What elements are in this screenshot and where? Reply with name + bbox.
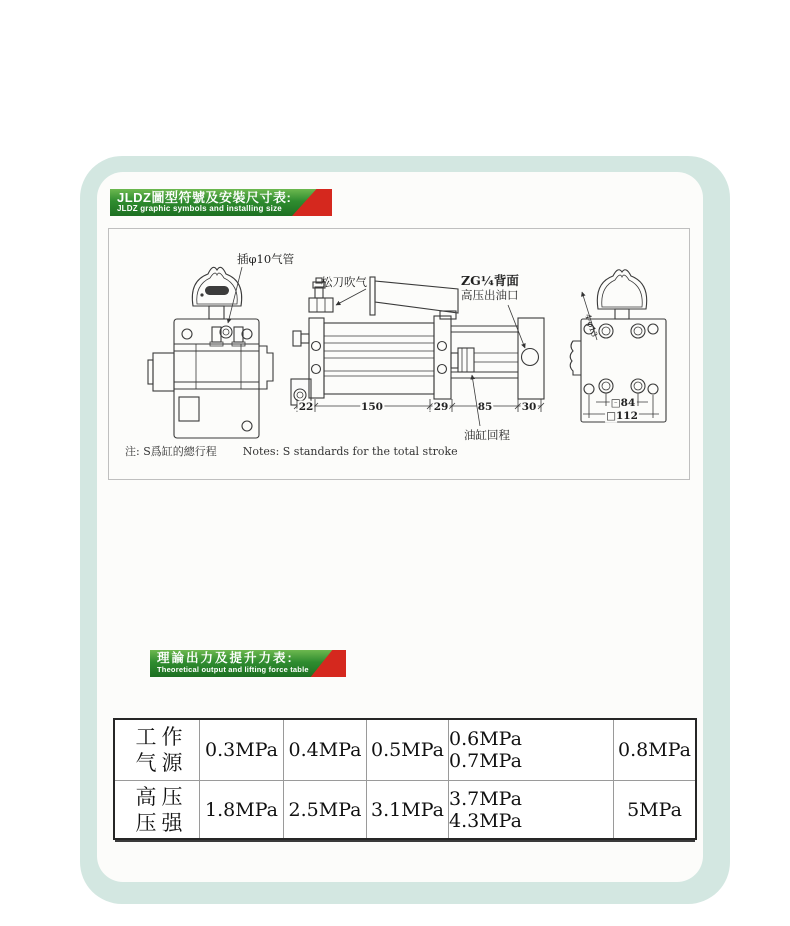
section-banner-force-table	[150, 650, 346, 677]
dim-square-84: □84	[610, 397, 636, 409]
table-cell: 0.3MPa	[199, 720, 283, 780]
dim-85: 85	[477, 401, 493, 413]
banner-force-subtitle: Theoretical output and lifting force table	[157, 665, 309, 674]
section-banner-symbols	[110, 189, 332, 216]
dim-22: 22	[298, 401, 314, 413]
table-cell: 0.4MPa	[283, 720, 366, 780]
label-blow-air: 松刀吹气	[321, 275, 367, 289]
label-air-tube: 插φ10气管	[237, 252, 295, 266]
dim-30: 30	[521, 401, 537, 413]
banner-symbols-subtitle: JLDZ graphic symbols and installing size	[117, 204, 282, 213]
table-cell: 1.8MPa	[199, 780, 283, 838]
dim-holes: 4-φ13	[583, 312, 599, 339]
blow-air-valve	[309, 298, 333, 312]
high-pressure-oil-port	[522, 349, 539, 366]
label-oil-return: 油缸回程	[464, 428, 510, 442]
row-header-line: 工作	[135, 725, 188, 749]
row-header-working-air	[115, 720, 199, 780]
dim-29: 29	[433, 401, 449, 413]
stroke-note-en: Notes: S standards for the total stroke	[242, 445, 458, 458]
dimension-row	[294, 313, 638, 422]
table-cell: 0.8MPa	[613, 720, 695, 780]
stroke-note-cn: 注: S爲缸的總行程	[125, 445, 217, 458]
callouts	[228, 252, 525, 442]
banner-force-title: 理論出力及提升力表:	[157, 651, 294, 665]
row-header-high-pressure	[115, 780, 199, 838]
air-tube-port	[220, 326, 232, 338]
label-zg-port-line1: ZG¼背面	[461, 273, 519, 288]
row-header-line: 气源	[135, 751, 188, 775]
row-header-line: 高压	[135, 784, 188, 809]
table-cell-merged: 3.7MPa 4.3MPa	[448, 780, 613, 838]
handle-brand-label	[205, 286, 229, 295]
banner-symbols-title: JLDZ圖型符號及安裝尺寸表:	[117, 190, 292, 205]
dim-square-112: □112	[606, 410, 638, 422]
knife-wedge	[375, 281, 458, 313]
drawing-frame	[108, 228, 690, 480]
rod-coupling	[458, 348, 474, 372]
table-cell: 0.5MPa	[366, 720, 448, 780]
table-cell: 2.5MPa	[283, 780, 366, 838]
label-zg-port-line2: 高压出油口	[461, 288, 519, 302]
stroke-note	[125, 443, 458, 459]
dim-150: 150	[361, 401, 383, 413]
pressure-table	[113, 718, 697, 840]
table-cell: 3.1MPa	[366, 780, 448, 838]
table-cell-merged: 0.6MPa 0.7MPa	[448, 720, 613, 780]
front-view	[148, 267, 273, 438]
technical-drawing	[109, 229, 689, 479]
row-header-line: 压强	[135, 810, 188, 835]
table-cell: 5MPa	[613, 780, 695, 838]
